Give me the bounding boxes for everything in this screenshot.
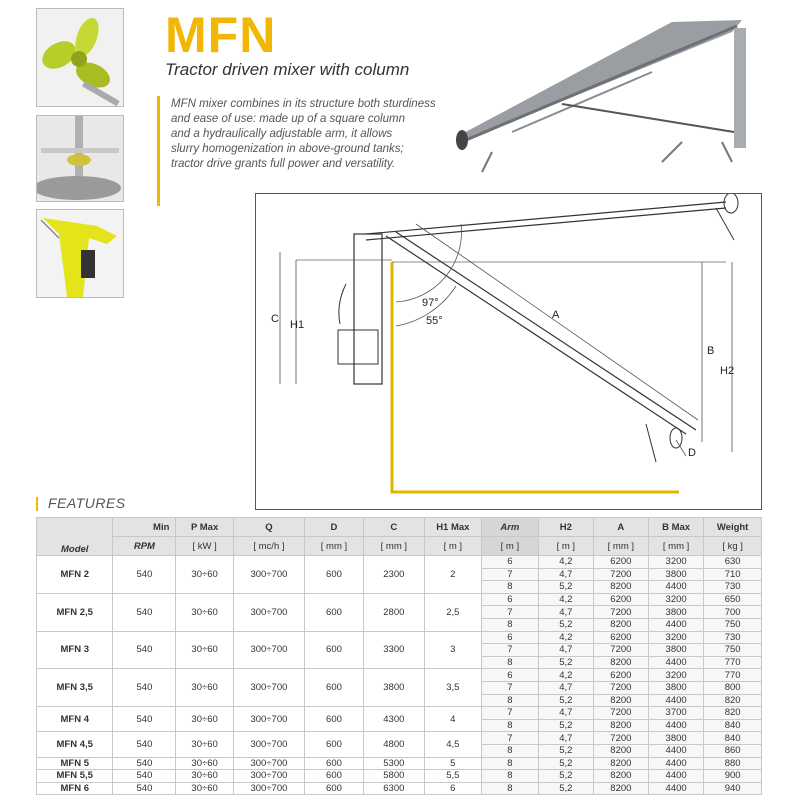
cell-h2: 4,7: [538, 568, 593, 581]
cell-weight: 750: [704, 644, 762, 657]
cell-d: 600: [305, 593, 364, 631]
cell-q: 300÷700: [233, 732, 304, 757]
product-photo: [452, 12, 752, 187]
label-h2: H2: [720, 365, 735, 377]
header-q: Q: [233, 518, 304, 537]
description-line: slurry homogenization in above-ground tanks;: [171, 143, 404, 155]
cell-a: 6200: [593, 631, 648, 644]
description-line: and ease of use: made up of a square column: [171, 113, 405, 125]
cell-arm: 8: [481, 618, 538, 631]
cell-rpm: 540: [113, 556, 176, 594]
cell-arm: 7: [481, 606, 538, 619]
cell-arm: 8: [481, 770, 538, 783]
specs-table-body: [37, 556, 762, 795]
cell-d: 600: [305, 770, 364, 783]
cell-bmax: 3200: [648, 631, 703, 644]
cell-h2: 4,7: [538, 681, 593, 694]
cell-pmax: 30÷60: [176, 770, 233, 783]
cell-h2: 5,2: [538, 581, 593, 594]
cell-a: 6200: [593, 593, 648, 606]
cell-q: 300÷700: [233, 782, 304, 795]
cell-d: 600: [305, 732, 364, 757]
dimension-diagram: [255, 193, 762, 510]
cell-a: 8200: [593, 694, 648, 707]
cell-bmax: 4400: [648, 694, 703, 707]
cell-bmax: 4400: [648, 782, 703, 795]
header-b: B Max: [648, 518, 703, 537]
cell-arm: 6: [481, 669, 538, 682]
cell-weight: 840: [704, 732, 762, 745]
cell-rpm: 540: [113, 593, 176, 631]
header-weight: Weight: [704, 518, 762, 537]
cell-bmax: 3800: [648, 568, 703, 581]
cell-d: 600: [305, 669, 364, 707]
cell-d: 600: [305, 556, 364, 594]
cell-a: 8200: [593, 618, 648, 631]
cell-pmax: 30÷60: [176, 707, 233, 732]
cell-arm: 7: [481, 568, 538, 581]
cell-h1max: 2: [424, 556, 481, 594]
table-row: [37, 631, 762, 644]
cell-arm: 8: [481, 581, 538, 594]
cell-c: 6300: [363, 782, 424, 795]
cell-bmax: 3800: [648, 681, 703, 694]
cell-h1max: 3,5: [424, 669, 481, 707]
header-c: C: [363, 518, 424, 537]
table-row: [37, 707, 762, 720]
page-subtitle: Tractor driven mixer with column: [165, 60, 410, 79]
cell-h2: 5,2: [538, 694, 593, 707]
cell-rpm: 540: [113, 782, 176, 795]
description-line: MFN mixer combines in its structure both sturdiness: [171, 98, 436, 110]
cell-bmax: 3200: [648, 593, 703, 606]
cell-a: 7200: [593, 644, 648, 657]
cell-arm: 6: [481, 593, 538, 606]
cell-weight: 750: [704, 618, 762, 631]
cell-rpm: 540: [113, 732, 176, 757]
cell-a: 8200: [593, 782, 648, 795]
header-d: D: [305, 518, 364, 537]
label-b: B: [707, 345, 715, 357]
header-model: Model: [37, 518, 113, 556]
cell-h2: 5,2: [538, 744, 593, 757]
header-b-unit: [ mm ]: [648, 537, 703, 556]
cell-a: 7200: [593, 707, 648, 720]
cell-q: 300÷700: [233, 770, 304, 783]
cell-a: 8200: [593, 719, 648, 732]
cell-bmax: 4400: [648, 618, 703, 631]
cell-h2: 5,2: [538, 719, 593, 732]
cell-pmax: 30÷60: [176, 757, 233, 770]
cell-arm: 7: [481, 707, 538, 720]
table-row: [37, 782, 762, 795]
page-title: MFN: [165, 7, 277, 63]
cell-arm: 7: [481, 732, 538, 745]
cell-weight: 900: [704, 770, 762, 783]
cell-bmax: 3800: [648, 644, 703, 657]
description-accent-bar: [157, 96, 160, 206]
description: [171, 97, 446, 172]
cell-rpm: 540: [113, 669, 176, 707]
cell-d: 600: [305, 782, 364, 795]
cell-weight: 820: [704, 707, 762, 720]
cell-bmax: 3800: [648, 732, 703, 745]
cell-h1max: 5: [424, 757, 481, 770]
cell-d: 600: [305, 757, 364, 770]
column-thumbnail: [36, 209, 124, 298]
cell-model: MFN 3: [37, 631, 113, 669]
cell-a: 6200: [593, 556, 648, 569]
cell-h2: 4,7: [538, 732, 593, 745]
cell-bmax: 4400: [648, 757, 703, 770]
cell-q: 300÷700: [233, 631, 304, 669]
cell-pmax: 30÷60: [176, 593, 233, 631]
label-angle-97: 97°: [422, 297, 439, 309]
cell-weight: 940: [704, 782, 762, 795]
cell-h2: 5,2: [538, 770, 593, 783]
cell-arm: 7: [481, 644, 538, 657]
cell-weight: 730: [704, 581, 762, 594]
cell-weight: 730: [704, 631, 762, 644]
cell-bmax: 3200: [648, 556, 703, 569]
cell-model: MFN 5,5: [37, 770, 113, 783]
cell-h2: 5,2: [538, 618, 593, 631]
header-weight-unit: [ kg ]: [704, 537, 762, 556]
header-pmax-unit: [ kW ]: [176, 537, 233, 556]
table-row: [37, 757, 762, 770]
cell-arm: 6: [481, 631, 538, 644]
cell-a: 8200: [593, 744, 648, 757]
cell-pmax: 30÷60: [176, 669, 233, 707]
cell-h1max: 3: [424, 631, 481, 669]
cell-h2: 4,2: [538, 593, 593, 606]
features-accent-bar: [36, 497, 38, 511]
cell-c: 3300: [363, 631, 424, 669]
cell-a: 8200: [593, 656, 648, 669]
cell-a: 7200: [593, 606, 648, 619]
propeller-thumbnail: [36, 8, 124, 107]
table-row: [37, 593, 762, 606]
label-d: D: [688, 447, 696, 459]
table-row: [37, 770, 762, 783]
cell-model: MFN 2,5: [37, 593, 113, 631]
cell-model: MFN 2: [37, 556, 113, 594]
cell-arm: 8: [481, 719, 538, 732]
header-min: Min: [113, 518, 176, 537]
cell-h1max: 5,5: [424, 770, 481, 783]
cell-weight: 630: [704, 556, 762, 569]
cell-model: MFN 4,5: [37, 732, 113, 757]
header-arm-unit: [ m ]: [481, 537, 538, 556]
cell-c: 2300: [363, 556, 424, 594]
cell-h2: 5,2: [538, 782, 593, 795]
features-heading: FEATURES: [48, 495, 126, 511]
table-row: [37, 669, 762, 682]
header-rpm: RPM: [113, 537, 176, 556]
header-a: A: [593, 518, 648, 537]
cell-weight: 880: [704, 757, 762, 770]
cell-bmax: 4400: [648, 744, 703, 757]
cell-c: 5800: [363, 770, 424, 783]
cell-h2: 4,7: [538, 644, 593, 657]
cell-c: 4300: [363, 707, 424, 732]
cell-h1max: 2,5: [424, 593, 481, 631]
cell-arm: 8: [481, 656, 538, 669]
cell-c: 4800: [363, 732, 424, 757]
header-h2-unit: [ m ]: [538, 537, 593, 556]
header-a-unit: [ mm ]: [593, 537, 648, 556]
description-line: and a hydraulically adjustable arm, it allows: [171, 128, 393, 140]
cell-weight: 860: [704, 744, 762, 757]
cell-a: 7200: [593, 732, 648, 745]
cell-a: 7200: [593, 568, 648, 581]
specs-table: [36, 517, 762, 795]
cell-q: 300÷700: [233, 757, 304, 770]
cell-a: 7200: [593, 681, 648, 694]
gearbox-thumbnail: [36, 115, 124, 202]
cell-a: 8200: [593, 770, 648, 783]
cell-bmax: 4400: [648, 719, 703, 732]
cell-arm: 8: [481, 744, 538, 757]
cell-h2: 4,7: [538, 606, 593, 619]
cell-h2: 5,2: [538, 757, 593, 770]
cell-q: 300÷700: [233, 707, 304, 732]
header-h1-unit: [ m ]: [424, 537, 481, 556]
cell-d: 600: [305, 631, 364, 669]
cell-a: 6200: [593, 669, 648, 682]
cell-weight: 770: [704, 656, 762, 669]
cell-weight: 840: [704, 719, 762, 732]
cell-bmax: 4400: [648, 770, 703, 783]
cell-arm: 8: [481, 694, 538, 707]
cell-rpm: 540: [113, 757, 176, 770]
cell-bmax: 4400: [648, 656, 703, 669]
cell-h1max: 4: [424, 707, 481, 732]
header-pmax: P Max: [176, 518, 233, 537]
cell-model: MFN 5: [37, 757, 113, 770]
table-row: [37, 556, 762, 569]
cell-model: MFN 4: [37, 707, 113, 732]
cell-q: 300÷700: [233, 669, 304, 707]
cell-pmax: 30÷60: [176, 732, 233, 757]
cell-arm: 8: [481, 757, 538, 770]
cell-h2: 4,2: [538, 669, 593, 682]
cell-weight: 710: [704, 568, 762, 581]
cell-c: 5300: [363, 757, 424, 770]
cell-pmax: 30÷60: [176, 782, 233, 795]
cell-arm: 8: [481, 782, 538, 795]
cell-pmax: 30÷60: [176, 556, 233, 594]
cell-rpm: 540: [113, 631, 176, 669]
cell-q: 300÷700: [233, 593, 304, 631]
cell-arm: 7: [481, 681, 538, 694]
label-c: C: [271, 313, 279, 325]
header-arm: Arm: [481, 518, 538, 537]
cell-h2: 5,2: [538, 656, 593, 669]
cell-weight: 800: [704, 681, 762, 694]
cell-a: 8200: [593, 581, 648, 594]
label-a: A: [552, 309, 560, 321]
cell-h2: 4,7: [538, 707, 593, 720]
cell-c: 2800: [363, 593, 424, 631]
cell-weight: 770: [704, 669, 762, 682]
cell-rpm: 540: [113, 707, 176, 732]
cell-h2: 4,2: [538, 556, 593, 569]
header-c-unit: [ mm ]: [363, 537, 424, 556]
header-h1: H1 Max: [424, 518, 481, 537]
cell-h1max: 4,5: [424, 732, 481, 757]
cell-rpm: 540: [113, 770, 176, 783]
cell-weight: 820: [704, 694, 762, 707]
cell-h2: 4,2: [538, 631, 593, 644]
cell-d: 600: [305, 707, 364, 732]
header-h2: H2: [538, 518, 593, 537]
cell-pmax: 30÷60: [176, 631, 233, 669]
cell-bmax: 3700: [648, 707, 703, 720]
table-row: [37, 732, 762, 745]
cell-bmax: 3200: [648, 669, 703, 682]
cell-weight: 700: [704, 606, 762, 619]
description-line: tractor drive grants full power and versatility.: [171, 158, 396, 170]
header-d-unit: [ mm ]: [305, 537, 364, 556]
cell-a: 8200: [593, 757, 648, 770]
cell-h1max: 6: [424, 782, 481, 795]
cell-bmax: 4400: [648, 581, 703, 594]
header-q-unit: [ mc/h ]: [233, 537, 304, 556]
label-angle-55: 55°: [426, 315, 443, 327]
cell-bmax: 3800: [648, 606, 703, 619]
cell-model: MFN 3,5: [37, 669, 113, 707]
cell-weight: 650: [704, 593, 762, 606]
cell-arm: 6: [481, 556, 538, 569]
label-h1: H1: [290, 319, 305, 331]
cell-q: 300÷700: [233, 556, 304, 594]
cell-model: MFN 6: [37, 782, 113, 795]
cell-c: 3800: [363, 669, 424, 707]
